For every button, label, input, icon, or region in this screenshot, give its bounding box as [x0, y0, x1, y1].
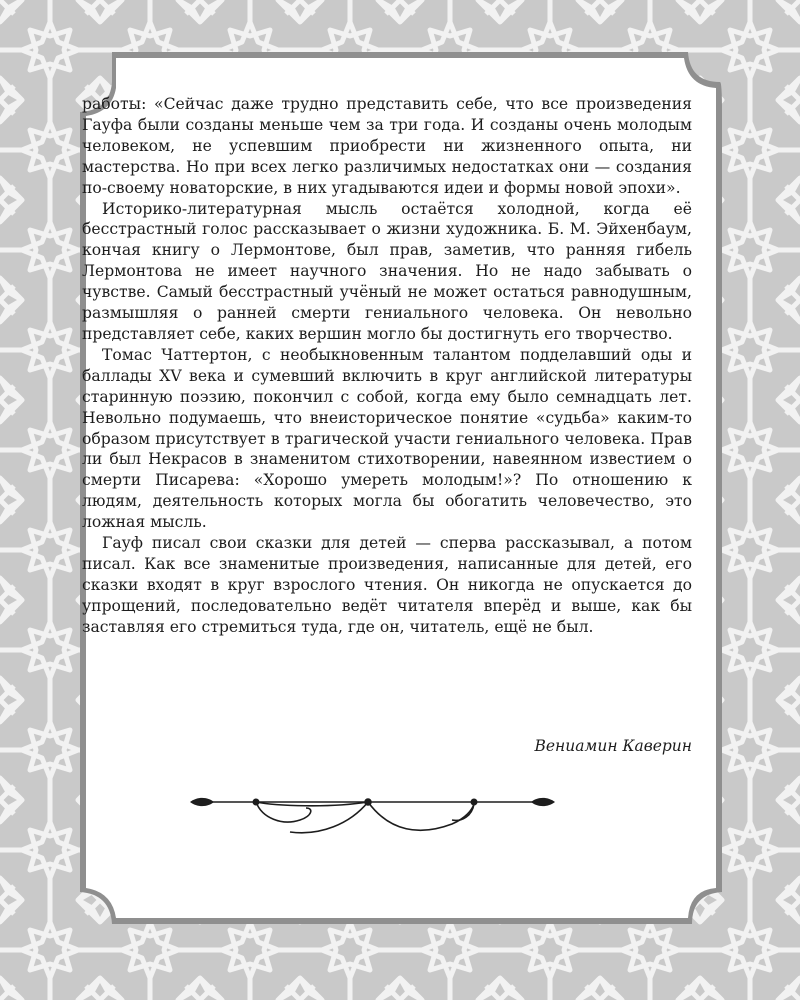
- author-signature: Вениамин Каверин: [534, 737, 692, 755]
- calligraphic-flourish-divider: [190, 784, 555, 840]
- paragraph: Гауф писал свои сказки для детей — сперва рассказывал, а потом писал. Как все знаменитые произведения, написанные для детей, его сказки входят в круг взрослого чтения. Он никогда не опускается до упрощений, последовательно ведёт читателя вперёд и выше, как бы заставляя его стремиться туда, где он, читатель, ещё не был.: [82, 534, 692, 636]
- paragraph: Томас Чаттертон, с необыкновенным талантом подделавший оды и баллады XV века и сумевший включить в круг английской литературы старинную поэзию, покончил с собой, когда ему было семнадцать лет. Невольно подумаешь, что внеисторическое понятие «судьба» каким-то образом присутствует в трагической участи гениального человека. Прав ли был Некрасов в знаменитом стихотворении, навеянном известием о смерти Писарева: «Хорошо умереть молодым!»? По отношению к людям, деятельность которых могла бы обогатить человечество, это ложная мысль.: [82, 345, 692, 532]
- paragraph: Историко-литературная мысль остаётся холодной, когда её бесстрастный голос рассказывает о жизни художника. Б. М. Эйхенбаум, кончая книгу о Лермонтове, был прав, заметив, что ранняя гибель Лермонтова не имеет научного значения. Но не надо забывать о чувстве. Самый бесстрастный учёный не может остаться равнодушным, размышляя о ранней смерти гениального человека. Он невольно представляет себе, каких вершин могло бы достигнуть его творчество.: [82, 199, 692, 343]
- article-body: [82, 94, 692, 638]
- paragraph: работы: «Сейчас даже трудно представить себе, что все произведения Гауфа были созданы меньше чем за три года. И созданы очень молодым человеком, не успевшим приобрести ни жизненного опыта, ни мастерства. Но при всех легко различимых недостатках они — создания по-своему новаторские, в них угадываются идеи и формы новой эпохи».: [82, 95, 692, 197]
